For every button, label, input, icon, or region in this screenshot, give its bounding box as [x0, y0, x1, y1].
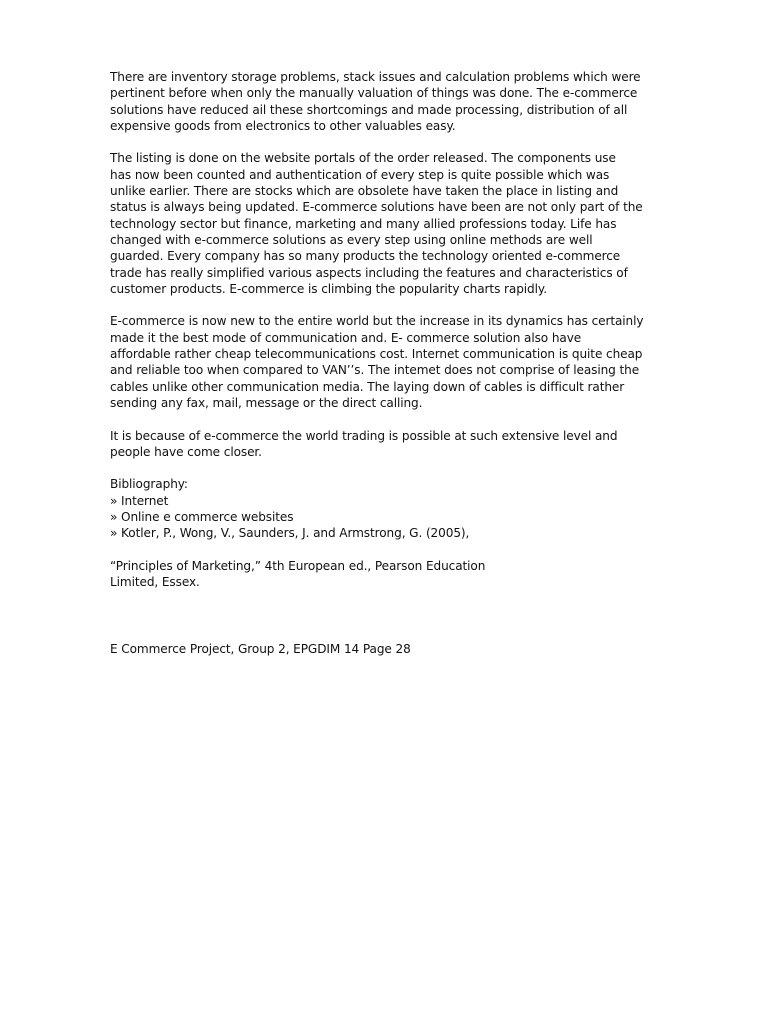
bibliography-item: » Internet	[110, 493, 169, 508]
paragraph-3	[110, 313, 644, 411]
text-line: cables unlike other communication media. The laying down of cables is difficult rather	[110, 379, 625, 394]
text-line: people have come closer.	[110, 444, 262, 459]
text-line: There are inventory storage problems, stack issues and calculation problems which were	[110, 70, 641, 84]
bibliography-item: » Online e commerce websites	[110, 510, 294, 525]
paragraph-4	[110, 428, 630, 461]
bibliography-section	[110, 476, 630, 590]
text-line: The listing is done on the website portals of the order released. The components use	[110, 151, 616, 166]
text-line: customer products. E-commerce is climbing the popularity charts rapidly.	[110, 281, 547, 296]
text-line: unlike earlier. There are stocks which are obsolete have taken the place in listing and	[110, 184, 619, 199]
text-line: pertinent before when only the manually valuation of things was done. The e-commerce	[110, 86, 638, 101]
bibliography-citation	[110, 558, 630, 591]
bibliography-list	[110, 493, 630, 542]
bibliography-item: » Kotler, P., Wong, V., Saunders, J. and Armstrong, G. (2005),	[110, 526, 470, 541]
text-line: It is because of e-commerce the world trading is possible at such extensive level and	[110, 428, 618, 443]
text-line: status is always being updated. E-commerce solutions have been are not only part of the	[110, 200, 643, 215]
text-line: changed with e-commerce solutions as every step using online methods are well	[110, 232, 593, 247]
text-line: “Principles of Marketing,” 4th European ed., Pearson Education	[110, 558, 486, 573]
document-body	[110, 69, 644, 591]
text-line: technology sector but finance, marketing and many allied professions today. Life has	[110, 216, 617, 231]
text-line: and reliable too when compared to VAN’’s. The intemet does not comprise of leasing the	[110, 363, 640, 378]
text-line: solutions have reduced ail these shortcomings and made processing, distribution of all	[110, 102, 628, 117]
text-line: guarded. Every company has so many products the technology oriented e-commerce	[110, 249, 621, 264]
text-line: E-commerce is now new to the entire world but the increase in its dynamics has certainly	[110, 314, 644, 329]
paragraph-1	[110, 69, 641, 134]
paragraph-2	[110, 150, 643, 297]
text-line: trade has really simplified various aspects including the features and characteristics of	[110, 265, 628, 280]
bibliography-title: Bibliography:	[110, 477, 188, 492]
text-line: made it the best mode of communication and. E- commerce solution also have	[110, 330, 582, 345]
text-line: affordable rather cheap telecommunications cost. Internet communication is quite cheap	[110, 347, 643, 362]
text-line: expensive goods from electronics to other valuables easy.	[110, 118, 456, 133]
text-line: has now been counted and authentication of every step is quite possible which was	[110, 167, 610, 182]
text-line: Limited, Essex.	[110, 575, 200, 590]
page-footer: E Commerce Project, Group 2, EPGDIM 14 Page 28	[110, 642, 411, 656]
text-line: sending any fax, mail, message or the direct calling.	[110, 395, 423, 410]
